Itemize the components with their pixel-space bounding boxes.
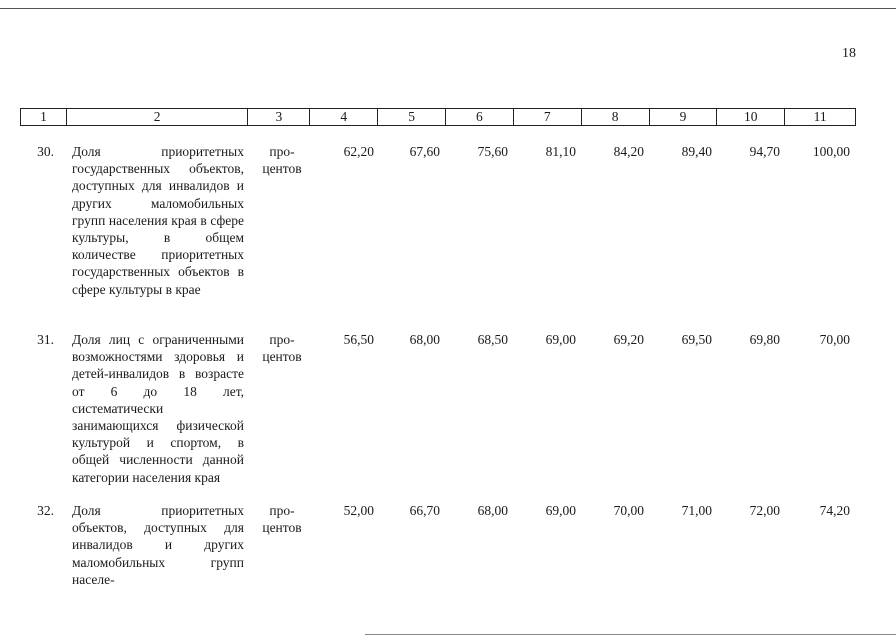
page-number: 18: [842, 46, 856, 61]
value-cell: 72,00: [749, 503, 780, 518]
value-cell: 66,70: [409, 503, 440, 518]
unit-label: про-центов: [262, 503, 302, 536]
top-scan-line: [0, 8, 896, 9]
header-cell-4: 4: [310, 109, 378, 125]
value-cell: 70,00: [613, 503, 644, 518]
value-cell: 75,60: [477, 144, 508, 159]
indicator-name: Доля приоритетных объектов, доступных для инвалидов и других маломобильных групп населе-: [72, 503, 244, 587]
value-cell: 69,20: [613, 332, 644, 347]
indicator-name: Доля лиц с ограниченными возможностями здоровья и детей-инвалидов в возрасте от 6 до 18 лет, систематически занимающихся физической культурой и спортом, в общей численности данной категории населения края: [72, 332, 244, 485]
table-row: [20, 143, 856, 323]
header-cell-9: 9: [650, 109, 718, 125]
value-cell: 94,70: [749, 144, 780, 159]
value-cell: 62,20: [343, 144, 374, 159]
value-cell: 81,10: [545, 144, 576, 159]
value-cell: 70,00: [819, 332, 850, 347]
value-cell: 74,20: [819, 503, 850, 518]
unit-label: про-центов: [262, 332, 302, 365]
header-cell-3: 3: [248, 109, 310, 125]
header-cell-1: 1: [21, 109, 67, 125]
value-cell: 68,00: [409, 332, 440, 347]
row-number: 32.: [37, 503, 54, 518]
row-number: 30.: [37, 144, 54, 159]
header-cell-8: 8: [582, 109, 650, 125]
column-number-header: [20, 108, 856, 126]
value-cell: 68,00: [477, 503, 508, 518]
table-row: [20, 331, 856, 491]
header-cell-6: 6: [446, 109, 514, 125]
header-cell-7: 7: [514, 109, 582, 125]
indicator-name: Доля приоритетных государственных объектов, доступных для инвалидов и других маломобильных групп населения края в сфере культуры, в общем количестве приоритетных государственных объектов в сфере культуры в крае: [72, 144, 244, 297]
header-cell-2: 2: [67, 109, 249, 125]
value-cell: 69,00: [545, 332, 576, 347]
header-cell-10: 10: [717, 109, 785, 125]
value-cell: 52,00: [343, 503, 374, 518]
bottom-scan-line: [365, 634, 896, 635]
value-cell: 84,20: [613, 144, 644, 159]
value-cell: 71,00: [681, 503, 712, 518]
header-cell-11: 11: [813, 109, 827, 124]
value-cell: 67,60: [409, 144, 440, 159]
value-cell: 69,80: [749, 332, 780, 347]
row-number: 31.: [37, 332, 54, 347]
header-cell-5: 5: [378, 109, 446, 125]
value-cell: 100,00: [812, 144, 850, 159]
value-cell: 68,50: [477, 332, 508, 347]
unit-label: про-центов: [262, 144, 302, 177]
table-row: [20, 502, 856, 587]
value-cell: 69,50: [681, 332, 712, 347]
value-cell: 89,40: [681, 144, 712, 159]
value-cell: 69,00: [545, 503, 576, 518]
value-cell: 56,50: [343, 332, 374, 347]
